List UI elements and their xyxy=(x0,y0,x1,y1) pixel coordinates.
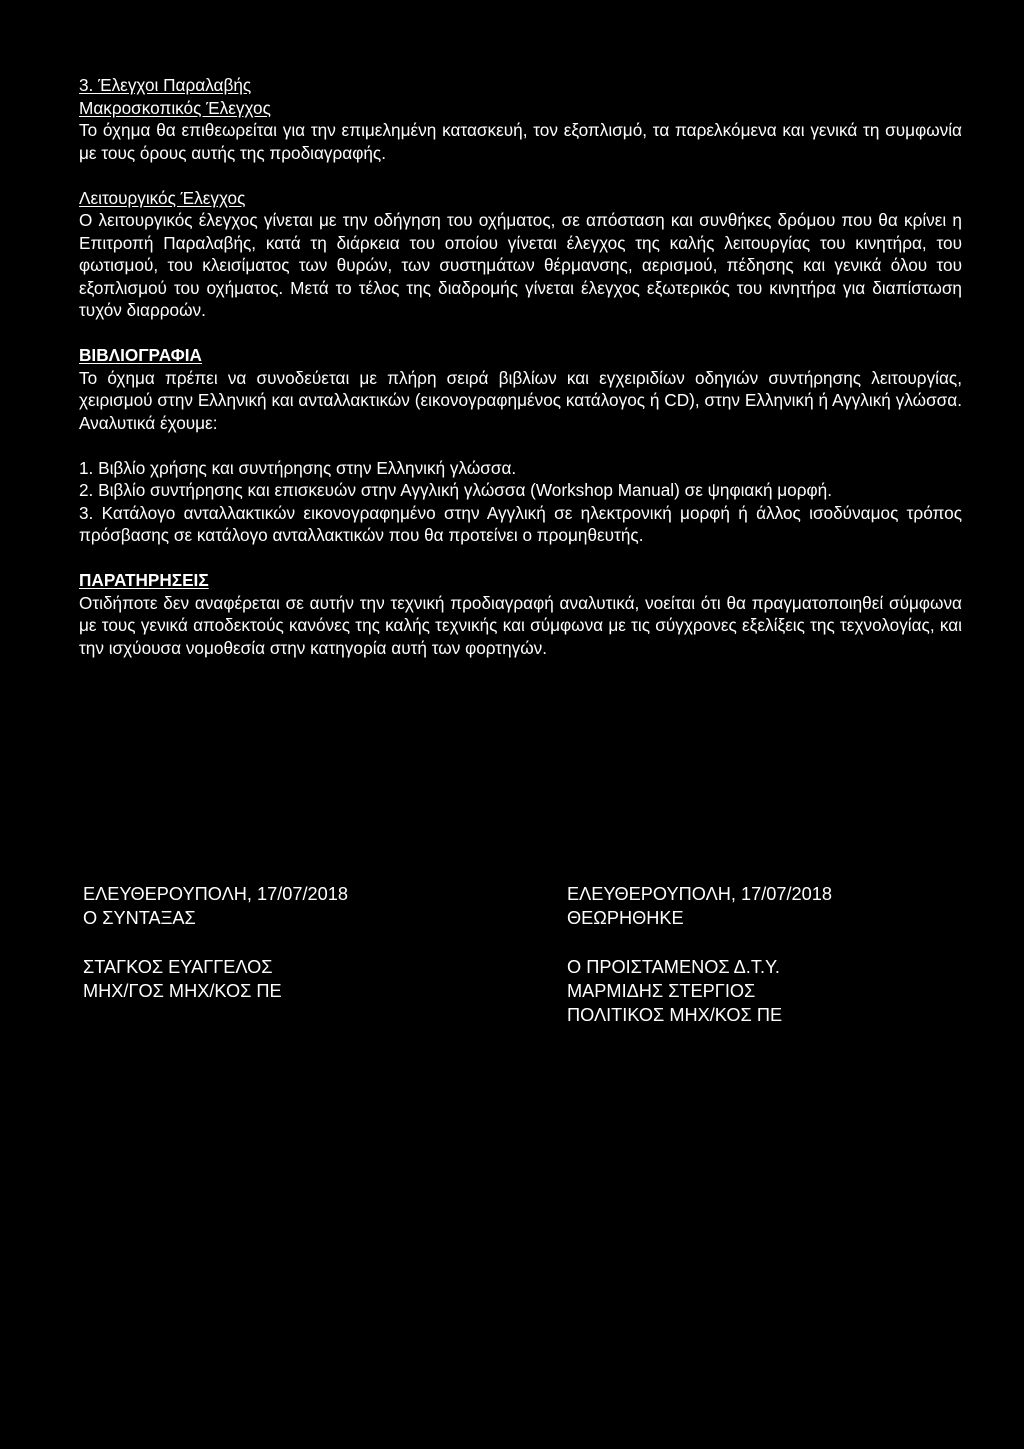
functional-check-heading: Λειτουργικός Έλεγχος xyxy=(79,187,246,208)
remarks-text: Οτιδήποτε δεν αναφέρεται σε αυτήν την τεχνική προδιαγραφή αναλυτικά, νοείται ότι θα πραγματοποιηθεί σύμφωνα με τους γενικά αποδεκτούς κανόνες της καλής τεχνικής και σύμφωνα με τις σύγχρονες εξελίξεις της τεχνολογίας, και την ισχύουσα νομοθεσία στην κατηγορία αυτή των φορτηγών. xyxy=(79,592,962,658)
approver-position: Ο ΠΡΟΙΣΤΑΜΕΝΟΣ Δ.Τ.Υ. xyxy=(567,957,780,977)
author-title: ΜΗΧ/ΓΟΣ ΜΗΧ/ΚΟΣ ΠΕ xyxy=(83,981,282,1001)
bibliography-item-3: 3. Κατάλογο ανταλλακτικών εικονογραφημένο στην Αγγλική σε ηλεκτρονική μορφή ή άλλος ισοδύναμος τρόπος πρόσβασης σε κατάλογο ανταλλακτικών που θα προτείνει ο προμηθευτής. xyxy=(79,502,962,545)
signature-block-author xyxy=(83,882,348,1003)
functional-check-text: Ο λειτουργικός έλεγχος γίνεται με την οδήγηση του οχήματος, σε απόσταση και συνθήκες δρόμου που θα κρίνει η Επιτροπή Παραλαβής, κατά τη διάρκεια του οποίου γίνεται έλεγχος της καλής λειτουργίας του κινητήρα, του φωτισμού, του κλεισίματος των θυρών, των συστημάτων θέρμανσης, αερισμού, πέδησης και γενικά όλου του εξοπλισμού του οχήματος. Μετά το τέλος της διαδρομής γίνεται έλεγχος εξωτερικός του κινητήρα για διαπίστωση τυχόν διαρροών. xyxy=(79,210,962,320)
bibliography-item-1: 1. Βιβλίο χρήσης και συντήρησης στην Ελληνική γλώσσα. xyxy=(79,457,517,478)
spacer xyxy=(79,547,962,570)
spacer xyxy=(79,164,962,187)
bibliography-heading: ΒΙΒΛΙΟΓΡΑΦΙΑ xyxy=(79,345,202,365)
approver-place-date: ΕΛΕΥΘΕΡΟΥΠΟΛΗ, 17/07/2018 xyxy=(567,884,832,904)
bibliography-item-2: 2. Βιβλίο συντήρησης και επισκευών στην Αγγλική γλώσσα (Workshop Manual) σε ψηφιακή μορφή. xyxy=(79,480,833,500)
approver-name: ΜΑΡΜΙΔΗΣ ΣΤΕΡΓΙΟΣ xyxy=(567,981,756,1001)
macro-check-heading: Μακροσκοπικός Έλεγχος xyxy=(79,97,271,118)
bibliography-intro: Το όχημα πρέπει να συνοδεύεται με πλήρη σειρά βιβλίων και εγχειριδίων οδηγιών συντήρησης λειτουργίας, χειρισμού στην Ελληνική και ανταλλακτικών (εικονογραφημένος κατάλογος ή CD), στην Ελληνική ή Αγγλική γλώσσα. Αναλυτικά έχουμε: xyxy=(79,367,962,433)
author-role: Ο ΣΥΝΤΑΞΑΣ xyxy=(83,908,196,928)
author-name: ΣΤΑΓΚΟΣ ΕΥΑΓΓΕΛΟΣ xyxy=(83,957,273,977)
spacer xyxy=(79,322,962,345)
macro-check-text: Το όχημα θα επιθεωρείται για την επιμελημένη κατασκευή, τον εξοπλισμό, τα παρελκόμενα και γενικά τη συμφωνία με τους όρους αυτής της προδιαγραφής. xyxy=(79,120,962,163)
approver-role: ΘΕΩΡΗΘΗΚΕ xyxy=(567,908,684,928)
spacer xyxy=(83,930,348,955)
spacer xyxy=(567,930,832,955)
document-body xyxy=(79,74,962,659)
signature-block-approver xyxy=(567,882,832,1027)
spacer xyxy=(79,434,962,457)
approver-title: ΠΟΛΙΤΙΚΟΣ ΜΗΧ/ΚΟΣ ΠΕ xyxy=(567,1005,783,1025)
author-place-date: ΕΛΕΥΘΕΡΟΥΠΟΛΗ, 17/07/2018 xyxy=(83,884,348,904)
remarks-heading: ΠΑΡΑΤΗΡΗΣΕΙΣ xyxy=(79,570,209,590)
section-title: 3. Έλεγχοι Παραλαβής xyxy=(79,75,252,95)
